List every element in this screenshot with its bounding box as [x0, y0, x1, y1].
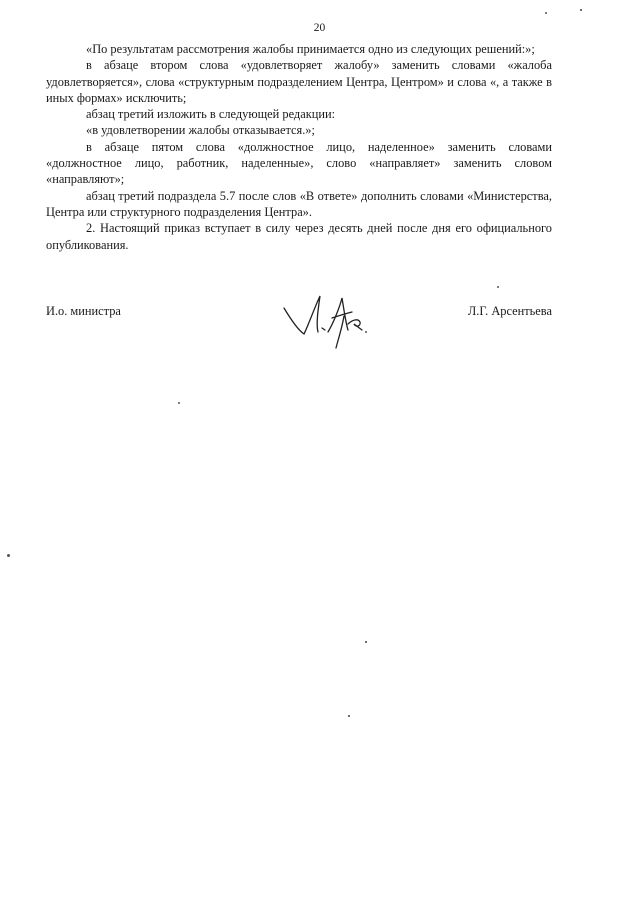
page-number: 20 [313, 22, 326, 34]
paragraph-decision-options: «По результатам рассмотрения жалобы принимается одно из следующих решений:»; [86, 42, 535, 56]
handwritten-signature [278, 290, 378, 350]
scan-speck [497, 286, 499, 288]
scan-speck [580, 9, 582, 11]
scan-speck [348, 715, 350, 717]
document-body [46, 41, 552, 253]
paragraph-fifth-abzac: в абзаце пятом слова «должностное лицо, наделенное» заменить словами «должностное лицо, работник, наделенные», слово «направляет» заменить словом «направляют»; [46, 139, 552, 187]
paragraph-refusal-wording: «в удовлетворении жалобы отказывается.»; [86, 123, 315, 138]
signature-block [46, 300, 552, 360]
paragraph-subsection-5-7: абзац третий подраздела 5.7 после слов «В ответе» дополнить словами «Министерства, Центра или структурного подразделения Центра». [46, 188, 552, 219]
signatory-position: И.о. министра [46, 304, 121, 318]
signatory-name: Л.Г. Арсентьева [467, 304, 552, 318]
paragraph-entry-into-force: 2. Настоящий приказ вступает в силу через десять дней после дня его официального опубликования. [46, 221, 552, 252]
scan-speck [545, 12, 547, 14]
scan-speck [7, 554, 10, 557]
scan-speck [365, 641, 367, 643]
scan-speck [178, 402, 180, 404]
paragraph-second-abzac: в абзаце втором слова «удовлетворяет жалобу» заменить словами «жалоба удовлетворяется», слова «структурным подразделением Центра, Центром» и слова «, а также в иных формах» исключить; [46, 58, 552, 105]
paragraph-third-abzac: абзац третий изложить в следующей редакции: [86, 107, 336, 122]
